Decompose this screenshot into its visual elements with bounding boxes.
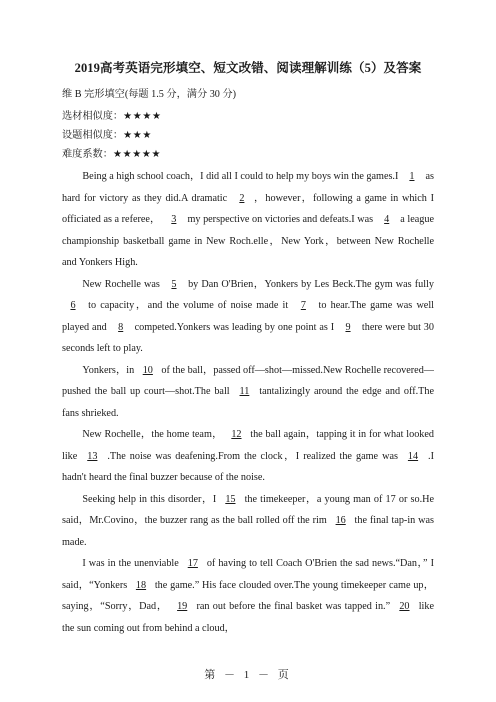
blank-number: 13 [87,450,98,462]
blank-number: 19 [177,601,188,612]
blank-number: 2 [239,192,245,204]
passage-text: tantalizingly around the edge and off.The fans shrieked. [62,386,434,419]
blank-number: 15 [225,493,236,505]
blank-number: 11 [239,386,250,397]
passage-text: I was in the unenviable [82,558,182,569]
blank-number: 4 [384,214,390,225]
passage-text: to capacity，and the volume of noise made it [84,300,293,311]
passage-text: by Dan O'Brien，Yonkers by Les Beck.The gym was fully [184,278,434,290]
rating-label: 难度系数： [62,149,113,160]
star-rating-icon: ★★★ [123,130,153,141]
passage-text: Being a high school coach，I did all I could to help my boys win the games.I [82,171,401,182]
rating-question-similarity [62,129,152,143]
passage-text: competed.Yonkers was leading by one point as I [131,321,338,333]
passage-text: the ball again，tapping it in for what looked like [62,429,434,462]
blank-number: 8 [118,321,124,333]
blank-number: 14 [407,450,419,462]
star-rating-icon: ★★★★ [123,111,162,122]
passage-text: to hear.The game was well played and [62,300,434,333]
blank-number: 5 [171,278,177,290]
passage-text: a league championship basketball game in New Roch.elle，New York，between New Rochelle and Yonkers High. [62,214,434,268]
rating-label: 选材相似度： [62,111,124,122]
blank-number: 7 [300,300,306,311]
passage-text: Yonkers，in [82,364,137,376]
passage-text: New Rochelle，the home team， [82,429,226,440]
blank-number: 1 [409,171,415,182]
passage-text: the game.” His face clouded over.The young timekeeper came up，saying，“Sorry，Dad， [62,579,434,612]
blank-number: 12 [231,429,242,440]
blank-number: 16 [335,515,346,526]
passage-text: New Rochelle was [82,278,163,290]
blank-number: 17 [187,558,198,569]
document-title: 2019高考英语完形填空、短文改错、阅读理解训练（5）及答案 [74,61,422,75]
passage-text: like the sun coming out from behind a cloud， [62,601,435,634]
passage-text: the timekeeper，a young man of 17 or so.He said，Mr.Covino，the buzzer rang as the ball rolled off the rim [62,493,434,526]
rating-material-similarity [62,110,162,124]
rating-difficulty [62,148,161,162]
cloze-passage [62,166,434,639]
passage-text: Seeking help in this disorder，I [82,493,220,505]
page-number: 第 － 1 － 页 [204,669,292,681]
section-heading: 维 B 完形填空(每题 1.5 分，满分 30 分) [62,89,237,100]
blank-number: 18 [135,579,147,591]
passage-text: of having to tell Coach O'Brien the sad news.“Dan，” I said，“Yonkers [62,558,434,591]
passage-text: ，however，following a game in which I officiated as a referee， [62,192,434,225]
passage-paragraph [62,489,434,554]
blank-number: 20 [399,601,410,612]
passage-text: .The noise was deafening.From the clock，I realized the game was [103,450,402,462]
passage-text: there were but 30 seconds left to play. [62,321,434,354]
passage-paragraph [62,274,434,360]
passage-text: the final tap-in was made. [62,515,434,548]
passage-text: as hard for victory as they did.A dramatic [62,171,434,204]
passage-text: ran out before the final basket was tapped in.” [193,601,394,612]
blank-number: 3 [171,214,177,225]
passage-paragraph [62,360,434,425]
star-rating-icon: ★★★★★ [112,149,162,160]
passage-text: my perspective on victories and defeats.I was [184,214,376,225]
blank-number: 6 [70,300,76,311]
passage-paragraph [62,166,434,274]
blank-number: 10 [142,364,153,376]
blank-number: 9 [345,321,351,333]
passage-paragraph [62,424,434,489]
passage-text: .I hadn't heard the final buzzer because of the noise. [62,450,434,483]
passage-text: of the ball，passed off—shot—missed.New Rochelle recovered—pushed the ball up court—shot.The ball [62,364,434,397]
rating-label: 设题相似度： [62,130,124,141]
passage-paragraph [62,553,434,639]
